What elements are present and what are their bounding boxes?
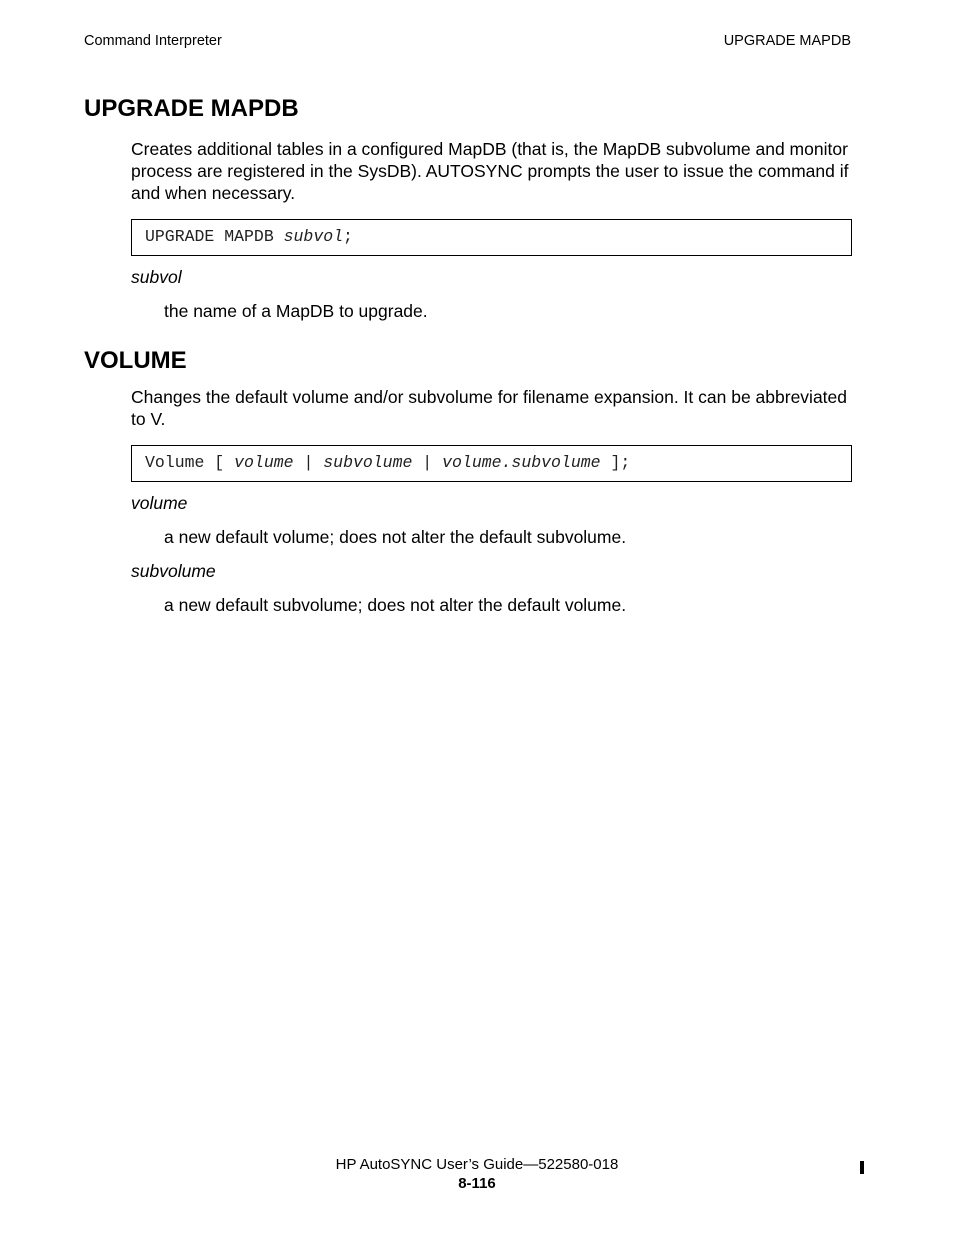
- syntax-param: subvol: [283, 227, 344, 246]
- syntax-separator: |: [293, 453, 324, 472]
- header-chapter: Command Interpreter: [84, 33, 222, 49]
- syntax-end: ;: [343, 227, 353, 246]
- page-footer: [0, 1155, 954, 1193]
- header-topic: UPGRADE MAPDB: [723, 33, 851, 49]
- syntax-keyword: Volume [: [145, 453, 235, 472]
- param-term: subvolume: [131, 561, 216, 581]
- change-bar: [860, 1161, 864, 1174]
- section-upgrade-mapdb: [84, 94, 852, 322]
- param-term: volume: [131, 493, 188, 513]
- section-title: VOLUME: [84, 347, 187, 374]
- running-header: [84, 33, 851, 51]
- syntax-end: ];: [600, 453, 631, 472]
- syntax-box: [131, 219, 852, 256]
- param-description: the name of a MapDB to upgrade.: [164, 301, 428, 321]
- section-description: Creates additional tables in a configured MapDB (that is, the MapDB subvolume and monitor process are registered in the SysDB). AUTOSYNC prompts the user to issue the command if and when necessary.: [131, 139, 849, 203]
- syntax-param: volume.subvolume: [442, 453, 601, 472]
- param-description: a new default subvolume; does not alter the default volume.: [164, 595, 627, 615]
- section-title: UPGRADE MAPDB: [84, 95, 299, 122]
- param-description: a new default volume; does not alter the default subvolume.: [164, 527, 627, 547]
- syntax-box: [131, 445, 852, 482]
- syntax-param: volume: [234, 453, 294, 472]
- syntax-param: subvolume: [323, 453, 413, 472]
- footer-title: HP AutoSYNC User’s Guide—522580-018: [335, 1156, 619, 1173]
- param-term: subvol: [131, 267, 182, 287]
- page-number: 8-116: [458, 1175, 496, 1192]
- page-content: [84, 94, 852, 628]
- section-volume: [84, 346, 852, 616]
- section-description: Changes the default volume and/or subvolume for filename expansion. It can be abbreviated to V.: [131, 387, 848, 429]
- syntax-separator: |: [412, 453, 443, 472]
- syntax-keyword: UPGRADE MAPDB: [145, 227, 284, 246]
